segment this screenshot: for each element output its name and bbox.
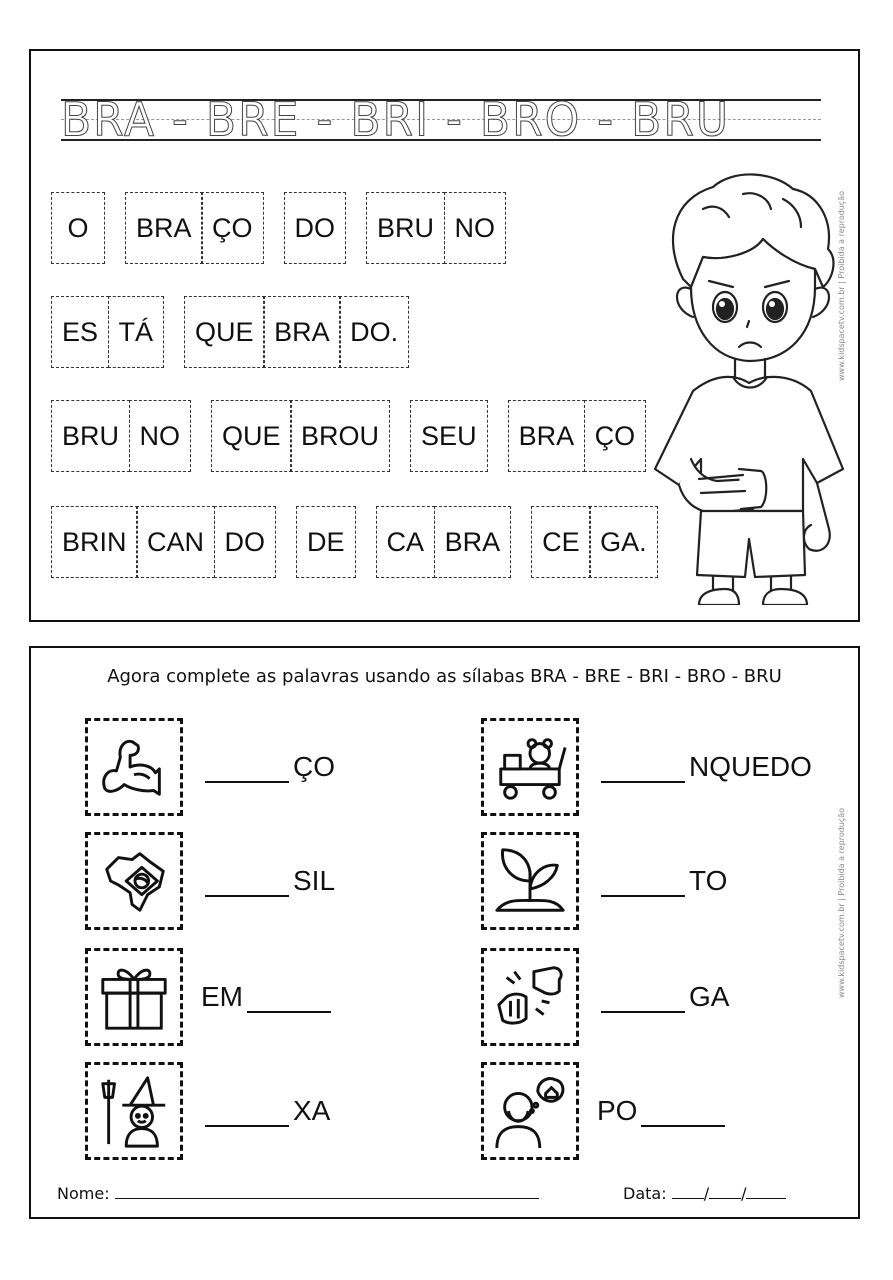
brazil-map-icon <box>85 832 183 930</box>
exercise-item-7 <box>85 1062 330 1160</box>
syllable-card: ES <box>51 296 109 368</box>
syllable-card: ÇO <box>201 192 264 264</box>
instruction: Agora complete as palavras usando as sílabas BRA - BRE - BRI - BRO - BRU <box>107 666 782 687</box>
answer-blank[interactable] <box>601 983 685 1013</box>
syllable-card: BRU <box>51 400 130 472</box>
answer-blank[interactable] <box>247 983 331 1013</box>
word <box>125 192 264 264</box>
sentence-row <box>51 295 429 369</box>
watermark: www.kidspacetv.com.br | Proibida a reprodução <box>837 190 846 381</box>
reading-panel <box>29 49 860 622</box>
answer-blank[interactable] <box>601 753 685 783</box>
syllable-card: DO. <box>339 296 409 368</box>
syllable-card: QUE <box>211 400 292 472</box>
syllable-card: GA. <box>589 506 658 578</box>
injured-boy-illustration <box>643 169 855 605</box>
syllable-card: DO <box>214 506 277 578</box>
syllable-card: QUE <box>184 296 265 368</box>
word <box>51 400 191 472</box>
poor-man-icon <box>481 1062 579 1160</box>
word <box>51 296 164 368</box>
word-fragment: EM <box>201 981 243 1012</box>
word-fragment: SIL <box>293 865 336 896</box>
word <box>531 506 658 578</box>
date-field[interactable]: Data: / / <box>623 1182 786 1203</box>
syllable-card: BRA <box>508 400 586 472</box>
watermark-bottom: www.kidspacetv.com.br | Proibida a reprodução <box>837 807 846 998</box>
syllable-card: BRA <box>434 506 512 578</box>
syllable-card: BRA <box>125 192 203 264</box>
name-line[interactable] <box>115 1182 539 1199</box>
syllable-card: ÇO <box>584 400 647 472</box>
answer-blank[interactable] <box>205 1097 289 1127</box>
syllable-card: CAN <box>136 506 215 578</box>
syllable-card: DE <box>296 506 356 578</box>
name-field[interactable] <box>57 1182 539 1203</box>
word <box>184 296 409 368</box>
word <box>376 506 512 578</box>
answer-blank[interactable] <box>205 867 289 897</box>
word <box>284 192 347 264</box>
word <box>51 192 105 264</box>
syllable-card: CE <box>531 506 591 578</box>
word <box>296 506 356 578</box>
word <box>366 192 506 264</box>
gift-box-icon <box>85 948 183 1046</box>
toy-wagon-icon <box>481 718 579 816</box>
syllable-card: NO <box>444 192 507 264</box>
answer-blank[interactable] <box>601 867 685 897</box>
exercise-item-1 <box>85 718 335 816</box>
syllable-card: CA <box>376 506 436 578</box>
date-label: Data: <box>623 1184 667 1203</box>
syllable-card: BRU <box>366 192 445 264</box>
exercise-item-5 <box>85 948 335 1046</box>
witch-icon <box>85 1062 183 1160</box>
answer-blank[interactable] <box>641 1097 725 1127</box>
exercise-item-3 <box>85 832 335 930</box>
word-fragment: XA <box>293 1095 331 1126</box>
tracing-text: BRA - BRE - BRI - BRO - BRU <box>61 93 731 148</box>
word-fragment: GA <box>689 981 730 1012</box>
exercise-panel <box>29 646 860 1219</box>
sentence-row <box>51 399 666 473</box>
syllable-card: TÁ <box>108 296 165 368</box>
name-label: Nome: <box>57 1184 110 1203</box>
word <box>508 400 647 472</box>
exercise-item-6 <box>481 948 729 1046</box>
tracing-header <box>61 93 821 148</box>
syllable-card: NO <box>129 400 192 472</box>
word-fragment: PO <box>597 1095 638 1126</box>
syllable-card: BRIN <box>51 506 138 578</box>
exercise-item-8 <box>481 1062 729 1160</box>
exercise-item-2 <box>481 718 812 816</box>
flexed-arm-icon <box>85 718 183 816</box>
word <box>51 506 276 578</box>
word-fragment: ÇO <box>293 751 335 782</box>
sprout-icon <box>481 832 579 930</box>
word <box>211 400 390 472</box>
word <box>410 400 488 472</box>
sentence-row <box>51 191 526 265</box>
word-fragment: NQUEDO <box>689 751 812 782</box>
syllable-card: BRA <box>263 296 341 368</box>
syllable-card: O <box>51 192 105 264</box>
syllable-card: BROU <box>290 400 390 472</box>
exercise-item-4 <box>481 832 727 930</box>
syllable-card: DO <box>284 192 347 264</box>
fist-bump-icon <box>481 948 579 1046</box>
syllable-card: SEU <box>410 400 488 472</box>
answer-blank[interactable] <box>205 753 289 783</box>
sentence-row <box>51 505 678 579</box>
word-fragment: TO <box>689 865 728 896</box>
